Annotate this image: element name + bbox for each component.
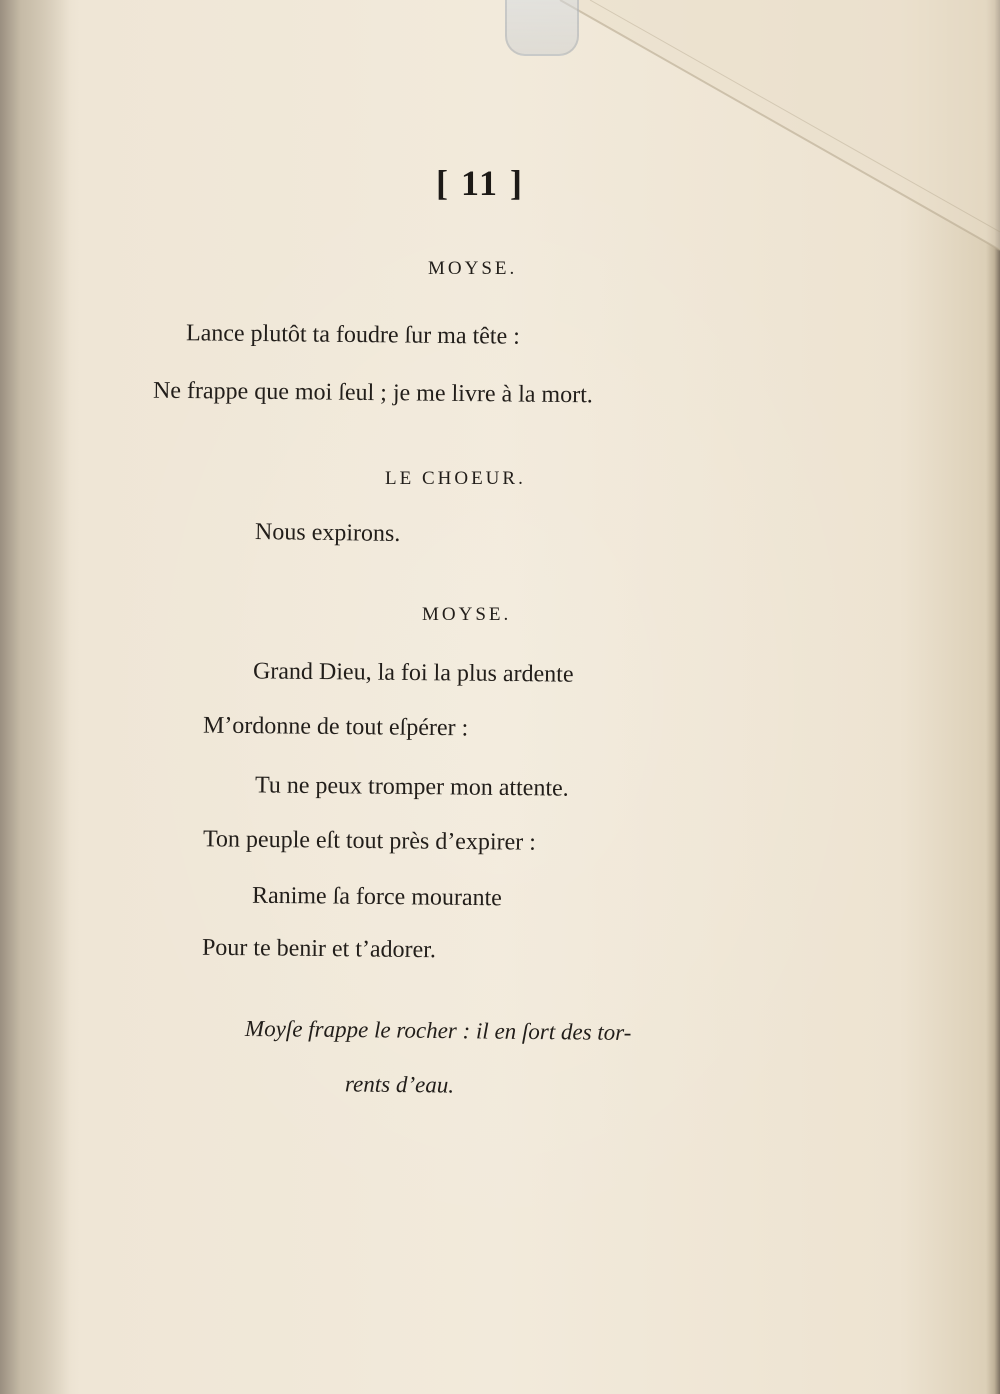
page-gutter-shadow (0, 0, 70, 1394)
verse-line: Tu ne peux tromper mon attente. (254, 772, 569, 802)
verse-line: M’ordonne de tout eſpérer : (202, 712, 469, 742)
verse-line: Grand Dieu, la foi la plus ardente (252, 658, 574, 688)
stage-direction: Moyſe frappe le rocher : il en ſort des tor- (244, 1015, 632, 1046)
verse-line: Ton peuple eſt tout près d’expirer : (202, 826, 537, 856)
speaker-choeur: LE CHOEUR. (385, 468, 526, 489)
verse-line: Ranime ſa force mourante (251, 882, 503, 912)
page-right-edge (986, 0, 1000, 1394)
verse-line: Lance plutôt ta foudre ſur ma tête : (185, 320, 521, 350)
verse-line: Ne frappe que moi ſeul ; je me livre à la mort. (152, 377, 593, 409)
speaker-moyse: MOYSE. (428, 258, 518, 279)
verse-line: Nous expirons. (254, 518, 401, 548)
stage-direction: rents d’eau. (344, 1071, 455, 1098)
page-number: [ 11 ] (436, 163, 524, 203)
speaker-moyse: MOYSE. (422, 604, 512, 625)
verse-line: Pour te benir et t’adorer. (201, 934, 437, 964)
paper-clip-mark (505, 0, 579, 56)
